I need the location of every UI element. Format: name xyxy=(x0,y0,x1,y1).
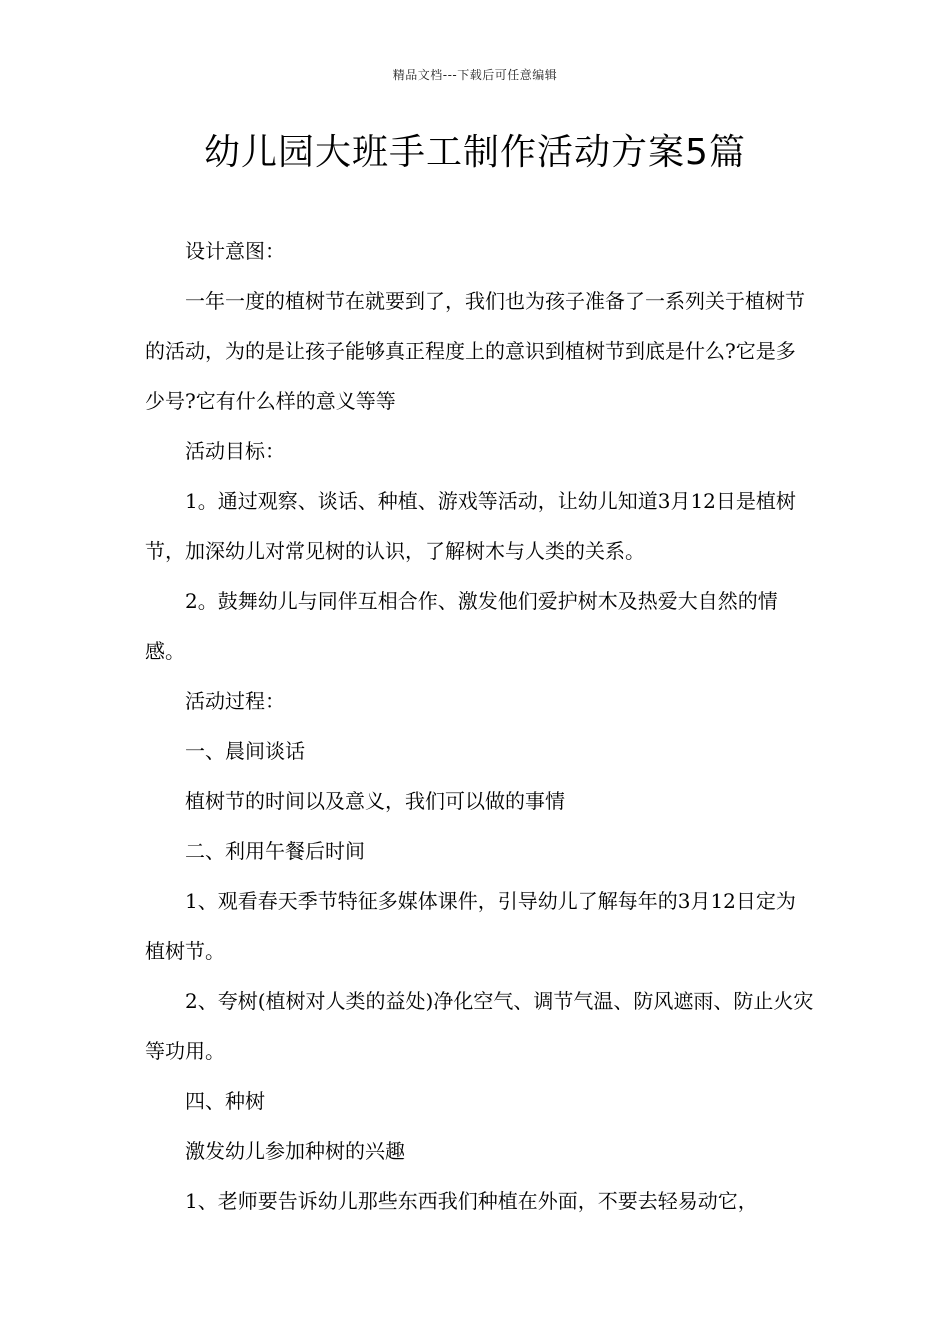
paragraph: 1。通过观察、谈话、种植、游戏等活动，让幼儿知道3月12日是植树节，加深幼儿对常见树的认识，了解树木与人类的关系。 xyxy=(145,489,796,563)
paragraph: 激发幼儿参加种树的兴趣 xyxy=(185,1139,405,1163)
document-body xyxy=(145,226,815,1226)
paragraph: 活动目标： xyxy=(185,439,285,463)
paragraph: 活动过程： xyxy=(185,689,285,713)
paragraph: 2。鼓舞幼儿与同伴互相合作、激发他们爱护树木及热爱大自然的情感。 xyxy=(145,589,778,663)
document-title: 幼儿园大班手工制作活动方案5篇 xyxy=(204,132,746,173)
paragraph: 一年一度的植树节在就要到了，我们也为孩子准备了一系列关于植树节的活动，为的是让孩子能够真正程度上的意识到植树节到底是什么?它是多少号?它有什么样的意义等等 xyxy=(145,289,805,413)
paragraph: 一、晨间谈话 xyxy=(185,739,305,763)
paragraph: 2、夸树(植树对人类的益处)净化空气、调节气温、防风遮雨、防止火灾等功用。 xyxy=(145,989,814,1063)
paragraph: 设计意图： xyxy=(185,239,285,263)
paragraph: 植树节的时间以及意义，我们可以做的事情 xyxy=(185,789,565,813)
paragraph: 1、老师要告诉幼儿那些东西我们种植在外面，不要去轻易动它， xyxy=(185,1189,758,1213)
header-note: 精品文档---下载后可任意编辑 xyxy=(392,68,558,82)
paragraph: 四、种树 xyxy=(185,1089,265,1113)
paragraph: 1、观看春天季节特征多媒体课件，引导幼儿了解每年的3月12日定为植树节。 xyxy=(145,889,796,963)
paragraph: 二、利用午餐后时间 xyxy=(185,839,365,863)
